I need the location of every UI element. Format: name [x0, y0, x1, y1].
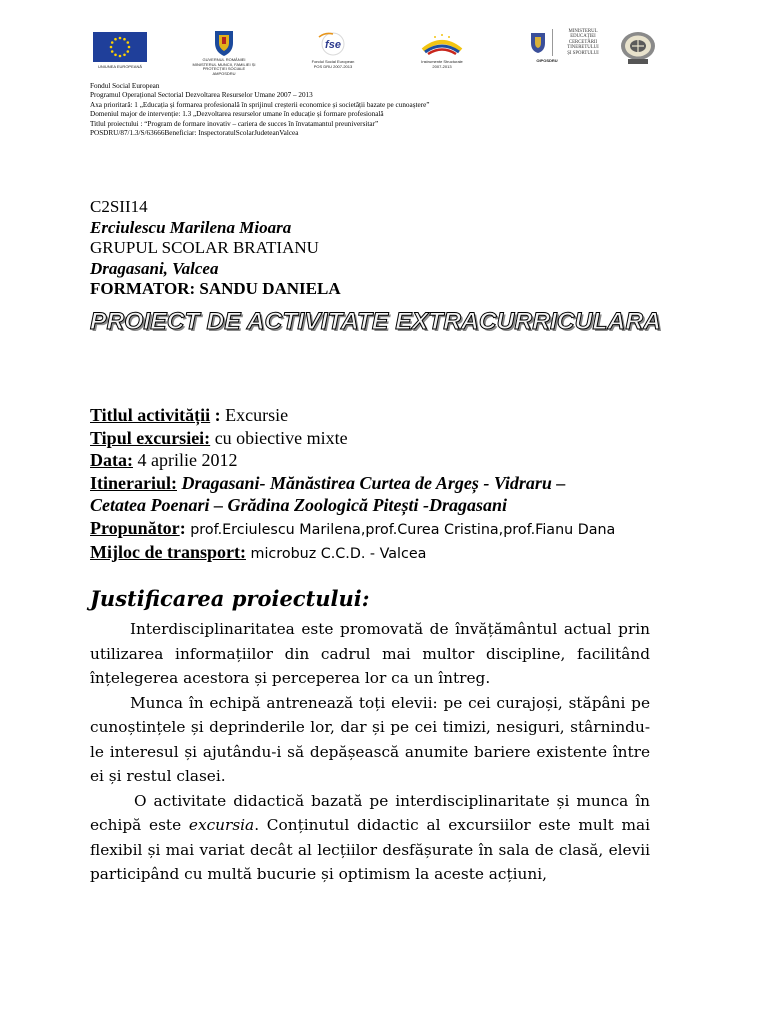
transport-value: microbuz C.C.D. - Valcea	[245, 546, 427, 562]
paragraph-3-text-a: O activitate didactică bazată pe interdisciplinaritate și munca în echipă este	[90, 791, 650, 834]
activity-title-label: Titlul activității	[90, 405, 211, 425]
itinerary-row	[90, 472, 690, 495]
itinerary-label: Itinerariul:	[90, 472, 177, 493]
paragraph-3-text-b: . Conținutul didactic al excursiilor este mult mai flexibil și mai variat decât al lecțiilor desfășurate în sala de clasă, elevii participând cu multă bucurie și optimism la aceste acțiuni,	[90, 816, 651, 883]
funding-line: Fondul Social European	[90, 82, 160, 90]
funding-line: Axa prioritară: 1 „Educația și formarea profesională în sprijinul creșterii economice și societății bazate pe cunoaștere”	[90, 100, 430, 109]
justification-heading: Justificarea proiectului:	[90, 586, 370, 611]
svg-text:fse: fse	[325, 39, 341, 51]
eu-flag-logo	[93, 32, 147, 69]
justification-paragraph-1: Interdisciplinaritatea este promovată de învățământul actual prin utilizarea informațiilor din cadrul mai multor discipline, facilitând înțelegerea acestora și perceperea lor ca un întreg.	[90, 620, 650, 687]
trainer: FORMATOR: SANDU DANIELA	[90, 279, 341, 298]
date-row	[90, 449, 690, 472]
proposer-row	[90, 517, 690, 542]
itinerary-value-line-2: Cetatea Poenari – Grădina Zoologică Pitești -Dragasani	[90, 495, 507, 515]
proposer-separator: :	[179, 517, 191, 538]
structural-instruments-logo	[413, 30, 471, 76]
excursion-type-value: cu obiective mixte	[210, 427, 348, 448]
transport-row	[90, 541, 690, 566]
funding-line: Programul Operațional Sectorial Dezvoltarea Resurselor Umane 2007 – 2013	[90, 91, 313, 100]
activity-details	[90, 404, 690, 566]
funding-line: Domeniul major de intervenție: 1.3 „Dezvoltarea resurselor umane în educație și formare profesională	[90, 110, 384, 119]
transport-label: Mijloc de transport:	[90, 542, 246, 562]
location: Dragasani, Valcea	[90, 258, 219, 278]
itinerary-continuation-row	[90, 494, 690, 517]
itinerary-value-line-1: Dragasani- Mănăstirea Curtea de Argeș - Vidraru –	[177, 472, 566, 493]
ministry-caption: OIPOSDRU	[536, 58, 558, 63]
date-label: Data:	[90, 450, 133, 470]
excursion-type-row	[90, 427, 690, 450]
justification-body	[90, 617, 650, 887]
activity-title-value: Excursie	[225, 405, 289, 425]
justification-paragraph-3	[90, 789, 650, 887]
date-value: 4 aprilie 2012	[133, 450, 238, 470]
funding-line: Titlul proiectului : “Program de formare inovativ – cariera de succes în învatamantul preuniversitar”	[90, 119, 379, 128]
school-name: GRUPUL SCOLAR BRATIANU	[90, 238, 319, 257]
activity-title-separator: :	[210, 405, 226, 425]
proposer-value: prof.Erciulescu Marilena,prof.Curea Cristina,prof.Fianu Dana	[190, 521, 616, 538]
ministry-education-logo	[528, 28, 612, 76]
document-code: C2SII14	[90, 197, 148, 216]
fse-logo	[305, 30, 361, 76]
proposer-label: Propunător	[90, 517, 180, 538]
round-emblem-logo	[618, 30, 658, 70]
activity-title-row	[90, 404, 690, 427]
government-coat-of-arms-logo	[192, 28, 256, 76]
logo-strip	[0, 28, 768, 78]
funding-line: POSDRU/87/1.3/S/63666Beneficiar: InspectoratulScolarJudeteanValcea	[90, 129, 299, 138]
paragraph-3-emphasis: excursia	[188, 816, 255, 834]
justification-paragraph-2: Munca în echipă antrenează toți elevii: pe cei curajoși, stăpâni pe cunoștințele și deprinderile lor, dar și pe cei timizi, nesiguri, stârnindu-le interesul și ajutându-i să depășească anumite bariere existente între ei și restul clasei.	[90, 693, 650, 785]
project-title: PROIECT DE ACTIVITATE EXTRACURRICULARA	[90, 308, 661, 335]
author-name: Erciulescu Marilena Mioara	[90, 217, 292, 237]
funding-header	[90, 82, 710, 138]
government-caption: GUVERNUL ROMÂNIEI MINISTERUL MUNCII, FAMILIEI ȘI PROTECȚIEI SOCIALE AMPOSDRU	[192, 57, 256, 76]
ministry-text: MINISTERUL EDUCAȚIEI CERCETĂRII TINERETULUI ȘI SPORTULUI	[552, 29, 613, 56]
fse-caption: Fondul Social European POS DRU 2007-2013	[311, 59, 355, 69]
eu-caption: UNIUNEA EUROPEANĂ	[97, 64, 142, 69]
excursion-type-label: Tipul excursiei:	[90, 427, 211, 448]
author-block	[90, 197, 341, 300]
structural-instruments-caption: Instrumente Structurale 2007-2013	[421, 59, 463, 69]
